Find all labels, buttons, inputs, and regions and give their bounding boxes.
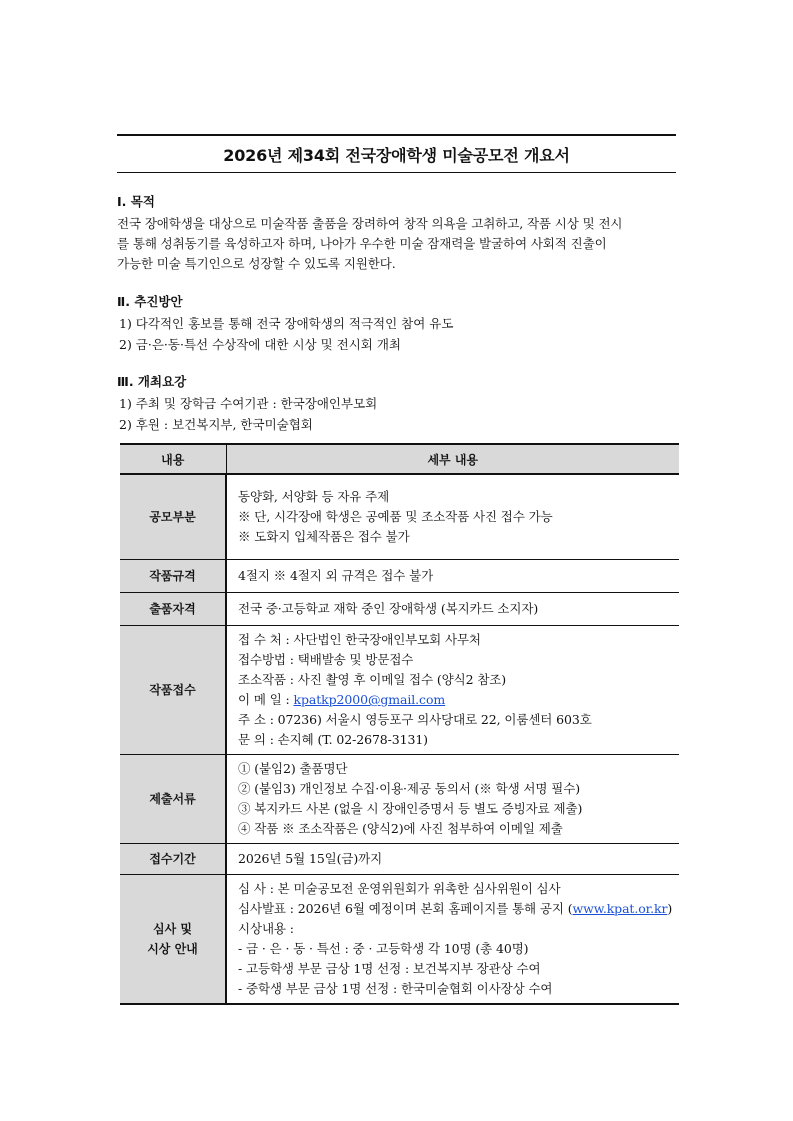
row-label-eligibility: 출품자격 xyxy=(120,593,226,626)
overview-item: 1) 주최 및 장학금 수여기관 : 한국장애인부모회 xyxy=(119,396,378,411)
section-purpose xyxy=(117,192,687,274)
document-title: 2026년 제34회 전국장애학생 미술공모전 개요서 xyxy=(223,145,570,165)
table-row xyxy=(120,593,679,626)
detail-line: ① (붙임2) 출품명단 xyxy=(238,761,348,776)
detail-line: 조소작품 : 사진 촬영 후 이메일 접수 (양식2 참조) xyxy=(238,672,507,687)
table-row xyxy=(120,755,679,844)
detail-line: 4절지 ※ 4절지 외 규격은 접수 불가 xyxy=(238,568,434,583)
table-row xyxy=(120,560,679,593)
email-link[interactable]: kpatkp2000@gmail.com xyxy=(293,692,446,707)
detail-line: 시상내용 : xyxy=(238,921,294,936)
row-detail-submission xyxy=(226,626,679,755)
detail-line: ④ 작품 ※ 조소작품은 (양식2)에 사진 첨부하여 이메일 제출 xyxy=(238,821,563,836)
email-label: 이 메 일 : xyxy=(238,692,294,707)
row-detail-eligibility xyxy=(226,593,679,626)
plan-list xyxy=(117,314,687,355)
row-label-documents: 제출서류 xyxy=(120,755,226,844)
row-detail-size xyxy=(226,560,679,593)
detail-line: 2026년 5월 15일(금)까지 xyxy=(238,851,383,866)
detail-line: - 금 · 은 · 동 · 특선 : 중 · 고등학생 각 10명 (총 40명) xyxy=(238,941,529,956)
table-header-content: 내용 xyxy=(120,444,226,474)
table-row xyxy=(120,474,679,560)
detail-line: ② (붙임3) 개인정보 수집·이용·제공 동의서 (※ 학생 서명 필수) xyxy=(238,781,580,796)
detail-line: ※ 단, 시각장애 학생은 공예품 및 조소작품 사진 접수 가능 xyxy=(238,509,553,524)
document-title-box xyxy=(117,134,676,173)
row-label-category: 공모부분 xyxy=(120,474,226,560)
email-line xyxy=(238,690,669,710)
announce-line xyxy=(238,899,673,919)
row-label-size: 작품규격 xyxy=(120,560,226,593)
plan-item: 2) 금·은·동·특선 수상작에 대한 시상 및 전시회 개최 xyxy=(119,336,401,352)
overview-table xyxy=(120,443,679,1005)
detail-line: 주 소 : 07236) 서울시 영등포구 의사당대로 22, 이룸센터 603호 xyxy=(238,712,592,727)
section-heading-plan: Ⅱ. 추진방안 xyxy=(117,294,183,309)
detail-line: 접 수 처 : 사단법인 한국장애인부모회 사무처 xyxy=(238,632,481,647)
plan-item: 1) 다각적인 홍보를 통해 전국 장애학생의 적극적인 참여 유도 xyxy=(119,316,454,331)
detail-line: 접수방법 : 택배발송 및 방문접수 xyxy=(238,652,414,667)
website-link[interactable]: www.kpat.or.kr xyxy=(572,901,668,916)
overview-list xyxy=(117,394,687,435)
announce-text: 심사발표 : 2026년 6월 예정이며 본회 홈페이지를 통해 공지 ( xyxy=(238,901,573,916)
purpose-line: 를 통해 성취동기를 육성하고자 하며, 나아가 우수한 미술 잠재력을 발굴하여 사회적 진출이 xyxy=(117,236,607,251)
detail-line: 문 의 : 손지혜 (T. 02-2678-3131) xyxy=(238,732,428,747)
section-heading-overview: Ⅲ. 개최요강 xyxy=(117,374,187,389)
row-label-judging xyxy=(120,875,226,1005)
detail-line: 동양화, 서양화 등 자유 주제 xyxy=(238,489,390,504)
purpose-line: 가능한 미술 특기인으로 성장할 수 있도록 지원한다. xyxy=(117,256,396,271)
detail-line: 전국 중·고등학교 재학 중인 장애학생 (복지카드 소지자) xyxy=(238,601,539,616)
row-label-period: 접수기간 xyxy=(120,844,226,875)
table-row xyxy=(120,626,679,755)
section-heading-purpose: Ⅰ. 목적 xyxy=(117,194,155,209)
detail-line: - 중학생 부문 금상 1명 선정 : 한국미술협회 이사장상 수여 xyxy=(238,981,553,996)
purpose-paragraph xyxy=(117,214,687,274)
table-row xyxy=(120,875,679,1005)
table-header-row xyxy=(120,444,679,474)
overview-item: 2) 후원 : 보건복지부, 한국미술협회 xyxy=(119,416,313,432)
detail-line: 심 사 : 본 미술공모전 운영위원회가 위촉한 심사위원이 심사 xyxy=(238,881,561,896)
row-label-submission: 작품접수 xyxy=(120,626,226,755)
label-line: 심사 및 xyxy=(153,922,192,936)
table-header-details: 세부 내용 xyxy=(226,444,679,474)
purpose-line: 전국 장애학생을 대상으로 미술작품 출품을 장려하여 창작 의욕을 고취하고, 작품 시상 및 전시 xyxy=(117,216,623,231)
detail-line: ※ 도화지 입체작품은 접수 불가 xyxy=(238,529,410,544)
row-detail-judging xyxy=(226,875,679,1005)
row-detail-period xyxy=(226,844,679,875)
section-overview xyxy=(117,372,687,435)
label-line: 시상 안내 xyxy=(147,942,198,956)
row-detail-category xyxy=(226,474,679,560)
table-row xyxy=(120,844,679,875)
detail-line: - 고등학생 부문 금상 1명 선정 : 보건복지부 장관상 수여 xyxy=(238,961,541,976)
section-plan xyxy=(117,292,687,355)
detail-line: ③ 복지카드 사본 (없을 시 장애인증명서 등 별도 증빙자료 제출) xyxy=(238,801,583,816)
announce-close: ) xyxy=(667,901,673,916)
row-detail-documents xyxy=(226,755,679,844)
